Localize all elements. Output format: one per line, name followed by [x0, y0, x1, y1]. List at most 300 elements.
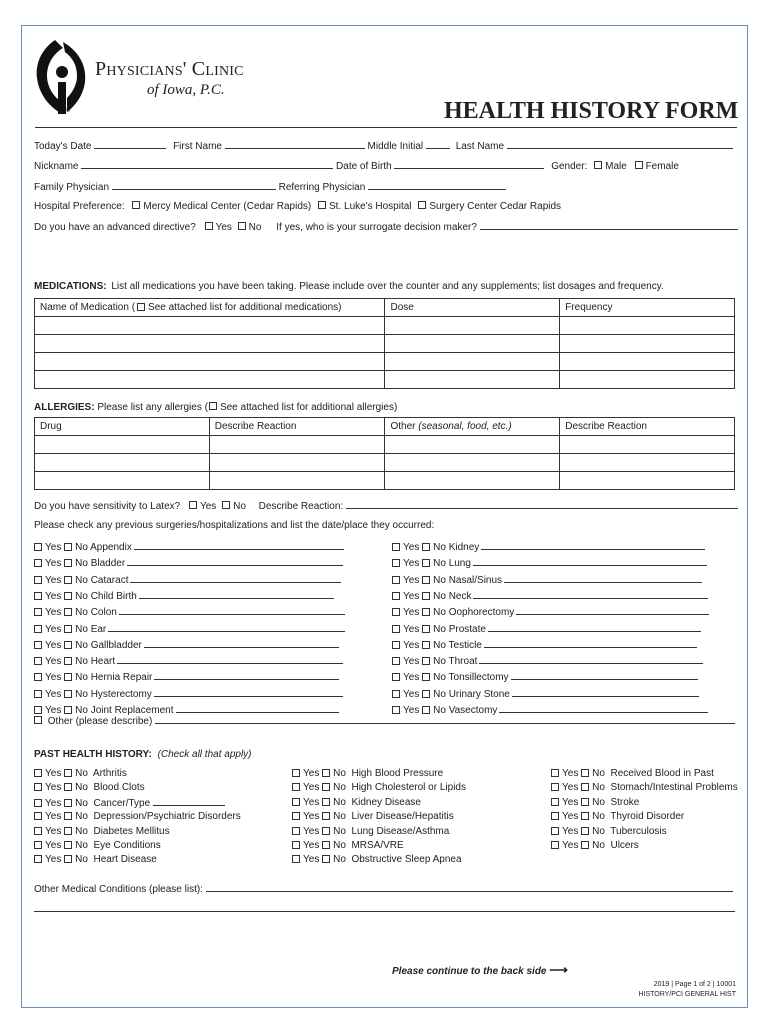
history-label: High Cholesterol or Lipids — [351, 782, 466, 794]
history-yes-checkbox[interactable] — [292, 783, 300, 791]
history-item — [551, 826, 667, 837]
nickname-field[interactable] — [81, 160, 333, 169]
history-yes-label: Yes — [303, 811, 320, 823]
st-lukes-label: St. Luke's Hospital — [329, 201, 412, 212]
surgery-label: Throat — [448, 656, 478, 668]
surgery-no-checkbox[interactable] — [422, 559, 430, 567]
history-no-label: No — [75, 854, 88, 866]
surgery-no-checkbox[interactable] — [422, 608, 430, 616]
surgery-item — [392, 574, 702, 586]
history-no-label: No — [592, 782, 605, 794]
referring-physician-field[interactable] — [368, 181, 506, 190]
surgery-yes-label: Yes — [403, 639, 420, 651]
surgery-yes-checkbox[interactable] — [392, 608, 400, 616]
history-no-label: No — [333, 768, 346, 779]
gender-label: Gender: — [551, 161, 588, 172]
surgery-item — [392, 639, 697, 651]
surgery-label: Lung — [448, 558, 471, 570]
other-conditions-label: Other Medical Conditions (please list): — [34, 884, 203, 895]
surgery-detail-field[interactable] — [154, 688, 344, 697]
history-yes-checkbox[interactable] — [34, 855, 42, 863]
surgery-no-label: No — [75, 705, 88, 716]
surgery-yes-label: Yes — [45, 639, 62, 651]
history-label: Blood Clots — [93, 782, 145, 794]
history-item — [551, 782, 738, 793]
history-label: Stomach/Intestinal Problems — [610, 782, 738, 794]
surgery-detail-field[interactable] — [130, 574, 340, 583]
history-yes-label: Yes — [45, 797, 62, 809]
history-label: MRSA/VRE — [351, 840, 404, 851]
history-yes-label: Yes — [45, 811, 62, 823]
surgery-no-label: No — [75, 607, 88, 619]
surgery-label: Joint Replacement — [90, 705, 174, 716]
history-yes-checkbox[interactable] — [292, 827, 300, 835]
surgery-label: Bladder — [90, 558, 126, 570]
surgery-item — [34, 688, 343, 700]
history-item — [34, 811, 241, 822]
history-yes-checkbox[interactable] — [551, 798, 559, 806]
history-no-checkbox[interactable] — [64, 841, 72, 849]
male-checkbox[interactable] — [594, 161, 602, 169]
surgeries-intro: Please check any previous surgeries/hospitalizations and list the date/place they occurred: — [34, 520, 435, 531]
history-no-checkbox[interactable] — [322, 783, 330, 791]
surgery-detail-field[interactable] — [511, 671, 698, 680]
surgery-yes-label: Yes — [403, 590, 420, 602]
history-no-checkbox[interactable] — [581, 841, 589, 849]
surgery-yes-checkbox[interactable] — [34, 657, 42, 665]
history-item — [292, 811, 454, 822]
history-item — [292, 826, 449, 837]
history-yes-label: Yes — [562, 768, 579, 779]
surgery-no-checkbox[interactable] — [422, 673, 430, 681]
surgery-yes-checkbox[interactable] — [392, 673, 400, 681]
surgery-label: Neck — [448, 590, 472, 602]
history-yes-checkbox[interactable] — [551, 812, 559, 820]
surgery-yes-label: Yes — [403, 688, 420, 700]
history-yes-label: Yes — [562, 811, 579, 823]
history-label: Kidney Disease — [351, 796, 421, 808]
history-no-checkbox[interactable] — [322, 769, 330, 777]
advance-no-label: No — [248, 222, 262, 233]
surgery-label: Hysterectomy — [90, 688, 152, 700]
surgery-detail-field[interactable] — [119, 606, 345, 615]
surgery-no-checkbox[interactable] — [422, 657, 430, 665]
medications-heading: MEDICATIONS: — [34, 281, 107, 292]
surgery-detail-field[interactable] — [473, 590, 707, 599]
surgery-item — [34, 557, 343, 569]
surgery-detail-field[interactable] — [504, 574, 702, 583]
surgery-yes-checkbox[interactable] — [34, 641, 42, 649]
history-label: Eye Conditions — [93, 840, 161, 851]
surgery-no-checkbox[interactable] — [64, 641, 72, 649]
surgery-other-label: Other (please describe) — [47, 716, 153, 727]
latex-describe-label: Describe Reaction: — [258, 501, 344, 512]
surgery-no-label: No — [75, 574, 88, 586]
todays-date-field[interactable] — [94, 140, 166, 149]
st-lukes-checkbox[interactable] — [318, 201, 326, 209]
surgery-yes-checkbox[interactable] — [34, 543, 42, 551]
surgery-yes-checkbox[interactable] — [392, 641, 400, 649]
surgery-yes-checkbox[interactable] — [34, 608, 42, 616]
first-name-label: First Name — [173, 141, 222, 152]
other-header: Other (seasonal, food, etc.) — [385, 418, 560, 436]
mercy-checkbox[interactable] — [132, 201, 140, 209]
surgery-no-checkbox[interactable] — [422, 641, 430, 649]
surgery-detail-field[interactable] — [144, 639, 339, 648]
registered-mark: ® — [66, 108, 71, 114]
surgery-yes-checkbox[interactable] — [392, 690, 400, 698]
history-yes-label: Yes — [303, 840, 320, 851]
surgery-detail-field[interactable] — [473, 557, 707, 566]
allergies-table — [34, 417, 735, 490]
surgery-no-label: No — [433, 639, 446, 651]
table-row[interactable] — [35, 317, 735, 335]
surgery-item — [34, 639, 339, 651]
surgery-no-checkbox[interactable] — [422, 625, 430, 633]
allergies-heading: ALLERGIES: — [34, 402, 95, 413]
surgery-detail-field[interactable] — [481, 541, 705, 550]
surgery-yes-label: Yes — [45, 590, 62, 602]
history-yes-checkbox[interactable] — [34, 812, 42, 820]
latex-yes-label: Yes — [199, 501, 217, 512]
history-yes-checkbox[interactable] — [292, 798, 300, 806]
history-label: Tuberculosis — [610, 825, 667, 837]
surgery-detail-field[interactable] — [516, 606, 709, 615]
surgery-label: Kidney — [448, 542, 480, 553]
demographics-row-1 — [34, 140, 733, 152]
surgery-yes-checkbox[interactable] — [34, 673, 42, 681]
demographics-row-2 — [34, 160, 679, 172]
history-no-label: No — [333, 796, 346, 808]
surgery-yes-checkbox[interactable] — [392, 706, 400, 714]
surgery-yes-label: Yes — [403, 623, 420, 635]
surgery-label: Heart — [90, 656, 116, 668]
history-no-checkbox[interactable] — [322, 827, 330, 835]
history-label: High Blood Pressure — [351, 768, 444, 779]
surgery-detail-field[interactable] — [488, 623, 701, 632]
history-item — [551, 768, 714, 779]
surgery-yes-label: Yes — [403, 672, 420, 684]
reaction-header: Describe Reaction — [209, 418, 385, 436]
surgery-detail-field[interactable] — [117, 655, 343, 664]
history-no-label: No — [333, 811, 346, 823]
surgery-item — [34, 671, 339, 683]
surgery-yes-label: Yes — [403, 558, 420, 570]
history-item — [551, 797, 639, 808]
history-no-checkbox[interactable] — [581, 812, 589, 820]
history-no-checkbox[interactable] — [581, 769, 589, 777]
medications-instructions — [34, 281, 664, 292]
surgery-detail-field[interactable] — [139, 590, 334, 599]
surgery-yes-label: Yes — [45, 672, 62, 684]
history-no-label: No — [592, 825, 605, 837]
history-label: Depression/Psychiatric Disorders — [93, 811, 241, 823]
surgery-label: Hernia Repair — [90, 672, 153, 684]
surgery-detail-field[interactable] — [479, 655, 703, 664]
past-history-note: (Check all that apply) — [157, 749, 252, 760]
surgery-no-label: No — [433, 656, 446, 668]
form-code: HISTORY/PCI GENERAL HIST — [638, 991, 736, 998]
history-item — [34, 797, 225, 809]
surgery-yes-label: Yes — [45, 623, 62, 635]
surgery-detail-field[interactable] — [512, 688, 699, 697]
history-yes-checkbox[interactable] — [292, 812, 300, 820]
surgery-detail-field[interactable] — [134, 541, 344, 550]
middle-initial-field[interactable] — [426, 140, 450, 149]
surgery-center-label: Surgery Center Cedar Rapids — [429, 201, 562, 212]
history-no-checkbox[interactable] — [322, 798, 330, 806]
history-label: Obstructive Sleep Apnea — [351, 854, 462, 866]
surgery-yes-label: Yes — [403, 607, 420, 619]
history-no-checkbox[interactable] — [322, 841, 330, 849]
table-row[interactable] — [35, 472, 735, 490]
surgery-yes-label: Yes — [45, 607, 62, 619]
surgery-yes-label: Yes — [45, 656, 62, 668]
dob-field[interactable] — [394, 160, 544, 169]
clinic-subname: of Iowa, P.C. — [147, 82, 225, 98]
surgery-yes-label: Yes — [45, 542, 62, 553]
history-yes-label: Yes — [562, 825, 579, 837]
past-history-heading: PAST HEALTH HISTORY: — [34, 749, 152, 760]
surgery-yes-checkbox[interactable] — [392, 592, 400, 600]
title-rule — [35, 127, 737, 128]
surgery-item — [34, 590, 334, 602]
surgery-detail-field[interactable] — [499, 704, 707, 713]
past-history-heading-row — [34, 749, 252, 760]
surgery-no-checkbox[interactable] — [64, 690, 72, 698]
history-no-checkbox[interactable] — [64, 855, 72, 863]
surgery-no-label: No — [75, 558, 88, 570]
table-row[interactable] — [35, 454, 735, 472]
history-item — [292, 768, 443, 779]
history-no-label: No — [333, 782, 346, 794]
attached-allergies-checkbox[interactable] — [209, 402, 217, 410]
surgery-item — [34, 606, 345, 618]
latex-no-checkbox[interactable] — [222, 501, 230, 509]
history-no-label: No — [75, 797, 88, 809]
frequency-header: Frequency — [560, 299, 735, 317]
other-conditions-field-2[interactable] — [34, 911, 735, 912]
surgery-label: Child Birth — [90, 590, 137, 602]
surgery-yes-checkbox[interactable] — [392, 576, 400, 584]
history-item — [292, 840, 404, 851]
surgery-label: Nasal/Sinus — [448, 574, 503, 586]
form-title: HEALTH HISTORY FORM — [444, 98, 739, 124]
history-yes-label: Yes — [562, 796, 579, 808]
surgery-yes-checkbox[interactable] — [392, 625, 400, 633]
surgery-yes-checkbox[interactable] — [34, 706, 42, 714]
surgery-yes-checkbox[interactable] — [34, 576, 42, 584]
clinic-logo-icon — [33, 36, 91, 118]
surgery-yes-checkbox[interactable] — [392, 559, 400, 567]
history-no-label: No — [75, 825, 88, 837]
surgery-no-checkbox[interactable] — [64, 608, 72, 616]
surgery-no-checkbox[interactable] — [422, 706, 430, 714]
surgery-no-checkbox[interactable] — [64, 559, 72, 567]
surgery-yes-label: Yes — [403, 656, 420, 668]
surgery-yes-checkbox[interactable] — [392, 543, 400, 551]
history-yes-checkbox[interactable] — [34, 841, 42, 849]
referring-physician-label: Referring Physician — [278, 182, 366, 193]
surgery-no-checkbox[interactable] — [64, 625, 72, 633]
history-item — [34, 782, 145, 793]
history-no-checkbox[interactable] — [581, 798, 589, 806]
surgery-no-label: No — [75, 623, 88, 635]
history-no-label: No — [592, 796, 605, 808]
surgery-no-checkbox[interactable] — [64, 543, 72, 551]
allergies-instructions — [34, 402, 397, 413]
surgery-yes-checkbox[interactable] — [34, 690, 42, 698]
history-label: Stroke — [610, 796, 640, 808]
surgery-yes-label: Yes — [45, 558, 62, 570]
advance-yes-checkbox[interactable] — [205, 222, 213, 230]
female-label: Female — [645, 161, 679, 172]
latex-question: Do you have sensitivity to Latex? — [34, 501, 181, 512]
mercy-label: Mercy Medical Center (Cedar Rapids) — [143, 201, 312, 212]
surgery-no-checkbox[interactable] — [64, 576, 72, 584]
history-yes-checkbox[interactable] — [34, 827, 42, 835]
arrow-right-icon: ⟶ — [549, 962, 568, 977]
surgery-yes-label: Yes — [403, 542, 420, 553]
male-label: Male — [605, 161, 627, 172]
surgery-no-label: No — [75, 672, 88, 684]
other-conditions-field[interactable] — [206, 883, 733, 892]
surgery-no-checkbox[interactable] — [422, 543, 430, 551]
history-yes-checkbox[interactable] — [551, 841, 559, 849]
surgery-label: Oophorectomy — [448, 607, 515, 619]
surgery-no-checkbox[interactable] — [422, 690, 430, 698]
first-name-field[interactable] — [225, 140, 365, 149]
surgery-detail-field[interactable] — [176, 704, 340, 713]
allergies-text-b: See attached list for additional allergies) — [219, 402, 398, 413]
history-no-checkbox[interactable] — [64, 769, 72, 777]
history-no-label: No — [592, 811, 605, 823]
surgery-no-label: No — [433, 623, 446, 635]
surgery-detail-field[interactable] — [127, 557, 343, 566]
history-yes-checkbox[interactable] — [34, 769, 42, 777]
surgery-center-checkbox[interactable] — [418, 201, 426, 209]
demographics-row-4 — [34, 201, 561, 212]
history-item — [34, 826, 170, 837]
surgery-other-checkbox[interactable] — [34, 716, 42, 724]
history-label: Arthritis — [92, 768, 127, 779]
surgery-no-checkbox[interactable] — [64, 673, 72, 681]
history-yes-label: Yes — [45, 825, 62, 837]
dose-header: Dose — [385, 299, 560, 317]
surgery-detail-field[interactable] — [484, 639, 697, 648]
surgery-no-label: No — [433, 558, 446, 570]
surgery-yes-label: Yes — [45, 688, 62, 700]
table-row[interactable] — [35, 335, 735, 353]
history-no-checkbox[interactable] — [581, 827, 589, 835]
surgery-detail-field[interactable] — [154, 671, 338, 680]
surgery-item — [392, 606, 709, 618]
family-physician-field[interactable] — [112, 181, 276, 190]
table-row[interactable] — [35, 436, 735, 454]
surrogate-field[interactable] — [480, 221, 738, 230]
history-item — [551, 840, 639, 851]
history-yes-checkbox[interactable] — [292, 769, 300, 777]
surgery-no-checkbox[interactable] — [64, 706, 72, 714]
middle-initial-label: Middle Initial — [367, 141, 424, 152]
surgery-other-field[interactable] — [155, 715, 735, 724]
history-yes-label: Yes — [303, 796, 320, 808]
surgery-no-label: No — [433, 574, 446, 586]
surgery-label: Vasectomy — [448, 705, 498, 716]
surgery-yes-label: Yes — [45, 705, 62, 716]
history-no-checkbox[interactable] — [64, 827, 72, 835]
latex-describe-field[interactable] — [346, 500, 738, 509]
surgery-no-checkbox[interactable] — [64, 657, 72, 665]
history-item — [551, 811, 684, 822]
surgery-no-checkbox[interactable] — [422, 576, 430, 584]
surgery-label: Urinary Stone — [448, 688, 510, 700]
surgery-detail-field[interactable] — [108, 623, 344, 632]
history-no-label: No — [75, 768, 88, 779]
surgery-no-checkbox[interactable] — [64, 592, 72, 600]
history-yes-checkbox[interactable] — [551, 783, 559, 791]
surgery-yes-label: Yes — [403, 705, 420, 716]
surgery-item — [392, 541, 705, 553]
surgery-item — [34, 623, 345, 635]
surgery-no-label: No — [433, 542, 446, 553]
last-name-field[interactable] — [507, 140, 733, 149]
history-no-checkbox[interactable] — [322, 855, 330, 863]
history-no-checkbox[interactable] — [581, 783, 589, 791]
advance-no-checkbox[interactable] — [238, 222, 246, 230]
surgery-yes-checkbox[interactable] — [392, 657, 400, 665]
attached-meds-checkbox[interactable] — [137, 303, 145, 311]
history-no-checkbox[interactable] — [64, 812, 72, 820]
table-row[interactable] — [35, 353, 735, 371]
dob-label: Date of Birth — [336, 161, 392, 172]
cancer-type-field[interactable] — [153, 797, 225, 806]
nickname-label: Nickname — [34, 161, 79, 172]
history-item — [34, 840, 161, 851]
history-yes-checkbox[interactable] — [292, 855, 300, 863]
history-yes-label: Yes — [45, 854, 62, 866]
history-yes-checkbox[interactable] — [34, 783, 42, 791]
history-no-label: No — [333, 840, 346, 851]
female-checkbox[interactable] — [635, 161, 643, 169]
todays-date-label: Today's Date — [34, 141, 92, 152]
other-conditions-row — [34, 883, 733, 895]
history-label: Ulcers — [610, 840, 639, 851]
history-no-checkbox[interactable] — [64, 783, 72, 791]
surgery-no-label: No — [75, 590, 88, 602]
surgery-no-label: No — [75, 639, 88, 651]
history-yes-checkbox[interactable] — [551, 769, 559, 777]
history-yes-checkbox[interactable] — [551, 827, 559, 835]
history-yes-checkbox[interactable] — [292, 841, 300, 849]
history-yes-checkbox[interactable] — [34, 799, 42, 807]
history-no-checkbox[interactable] — [64, 799, 72, 807]
surgery-no-label: No — [75, 688, 88, 700]
history-no-checkbox[interactable] — [322, 812, 330, 820]
surgery-item — [392, 557, 707, 569]
surgery-no-label: No — [433, 590, 446, 602]
medications-text: List all medications you have been taking. Please include over the counter and any supplements; list dosages and frequency. — [111, 281, 664, 292]
hospital-pref-label: Hospital Preference: — [34, 201, 125, 212]
surgery-yes-checkbox[interactable] — [34, 625, 42, 633]
medications-table — [34, 298, 735, 389]
surgery-yes-checkbox[interactable] — [34, 559, 42, 567]
surgery-yes-checkbox[interactable] — [34, 592, 42, 600]
surgery-item — [392, 623, 701, 635]
surgery-no-checkbox[interactable] — [422, 592, 430, 600]
table-row[interactable] — [35, 371, 735, 389]
latex-yes-checkbox[interactable] — [189, 501, 197, 509]
